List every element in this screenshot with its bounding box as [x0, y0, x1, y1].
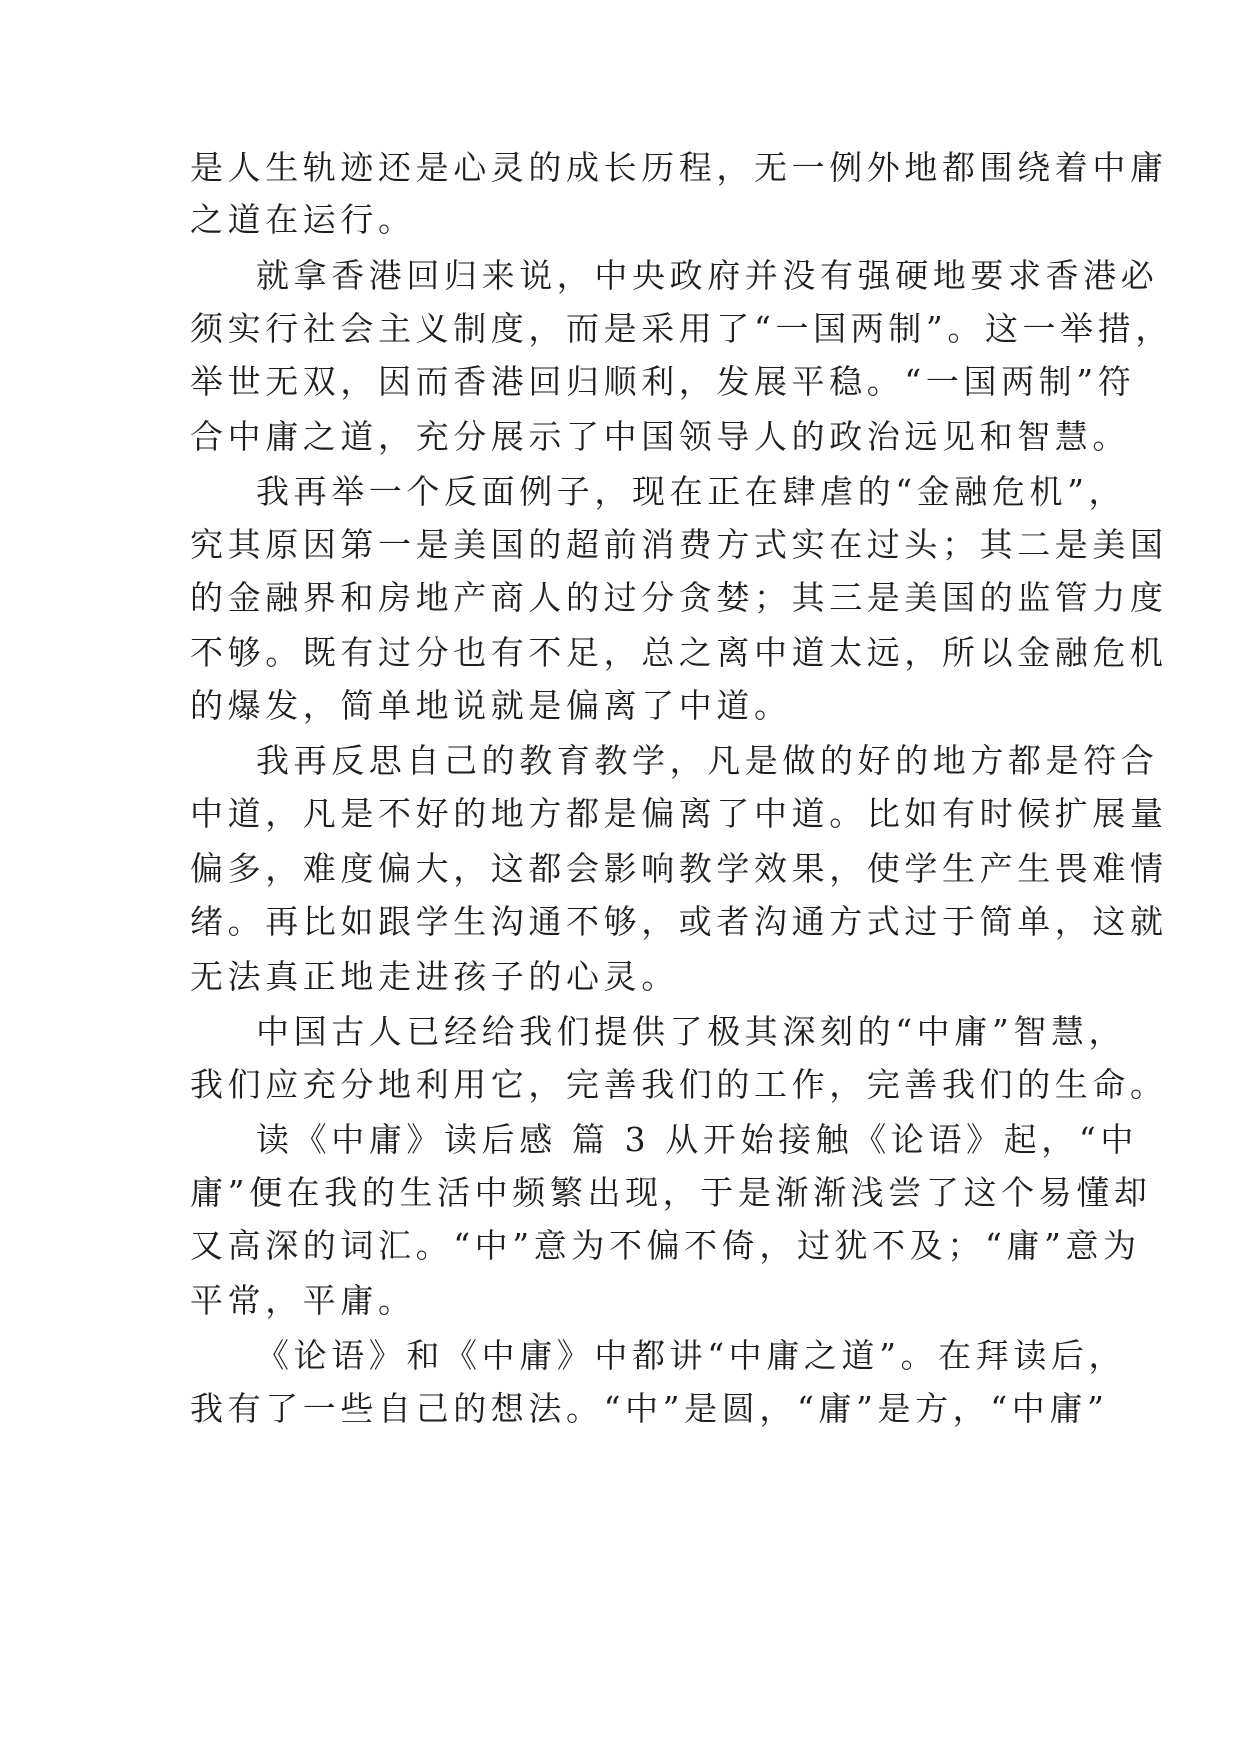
text-line-14: 偏多，难度偏大，这都会影响教学效果，使学生产生畏难情 [190, 849, 1168, 888]
section-heading-line: 读《中庸》读后感 篇 3 从开始接触《论语》起，“中 [256, 1120, 1138, 1159]
text-line-13: 中道，凡是不好的地方都是偏离了中道。比如有时候扩展量 [190, 794, 1168, 833]
paragraph-start-line-3: 就拿香港回归来说，中央政府并没有强硬地要求香港必 [256, 256, 1159, 295]
paragraph-start-line-17: 中国古人已经给我们提供了极其深刻的“中庸”智慧， [256, 1012, 1127, 1051]
text-line-2: 之道在运行。 [190, 200, 416, 239]
text-line-16: 无法真正地走进孩子的心灵。 [190, 957, 679, 996]
text-line-22: 平常，平庸。 [190, 1281, 416, 1320]
text-line-6: 合中庸之道，充分展示了中国领导人的政治远见和智慧。 [190, 417, 1130, 456]
text-line-20: 庸”便在我的生活中频繁出现，于是渐渐浅尝了这个易懂却 [190, 1173, 1152, 1212]
text-line-18: 我们应充分地利用它，完善我们的工作，完善我们的生命。 [190, 1065, 1168, 1104]
text-line-24: 我有了一些自己的想法。“中”是圆，“庸”是方，“中庸” [190, 1389, 1109, 1428]
text-line-11: 的爆发，简单地说就是偏离了中道。 [190, 686, 792, 725]
text-line-21: 又高深的词汇。“中”意为不偏不倚，过犹不及；“庸”意为 [190, 1226, 1141, 1265]
paragraph-start-line-23: 《论语》和《中庸》中都讲“中庸之道”。在拜读后， [256, 1336, 1127, 1375]
text-line-15: 绪。再比如跟学生沟通不够，或者沟通方式过于简单，这就 [190, 902, 1168, 941]
text-line-5: 举世无双，因而香港回归顺利，发展平稳。“一国两制”符 [190, 362, 1136, 401]
text-line-10: 不够。既有过分也有不足，总之离中道太远，所以金融危机 [190, 633, 1168, 672]
text-line-9: 的金融界和房地产商人的过分贪婪；其三是美国的监管力度 [190, 578, 1168, 617]
text-line-4: 须实行社会主义制度，而是采用了“一国两制”。这一举措， [190, 309, 1173, 348]
text-line-1: 是人生轨迹还是心灵的成长历程，无一例外地都围绕着中庸 [190, 148, 1168, 187]
paragraph-start-line-7: 我再举一个反面例子，现在正在肆虐的“金融危机”， [256, 472, 1127, 511]
paragraph-start-line-12: 我再反思自己的教育教学，凡是做的好的地方都是符合 [256, 741, 1159, 780]
text-line-8: 究其原因第一是美国的超前消费方式实在过头；其二是美国 [190, 525, 1168, 564]
